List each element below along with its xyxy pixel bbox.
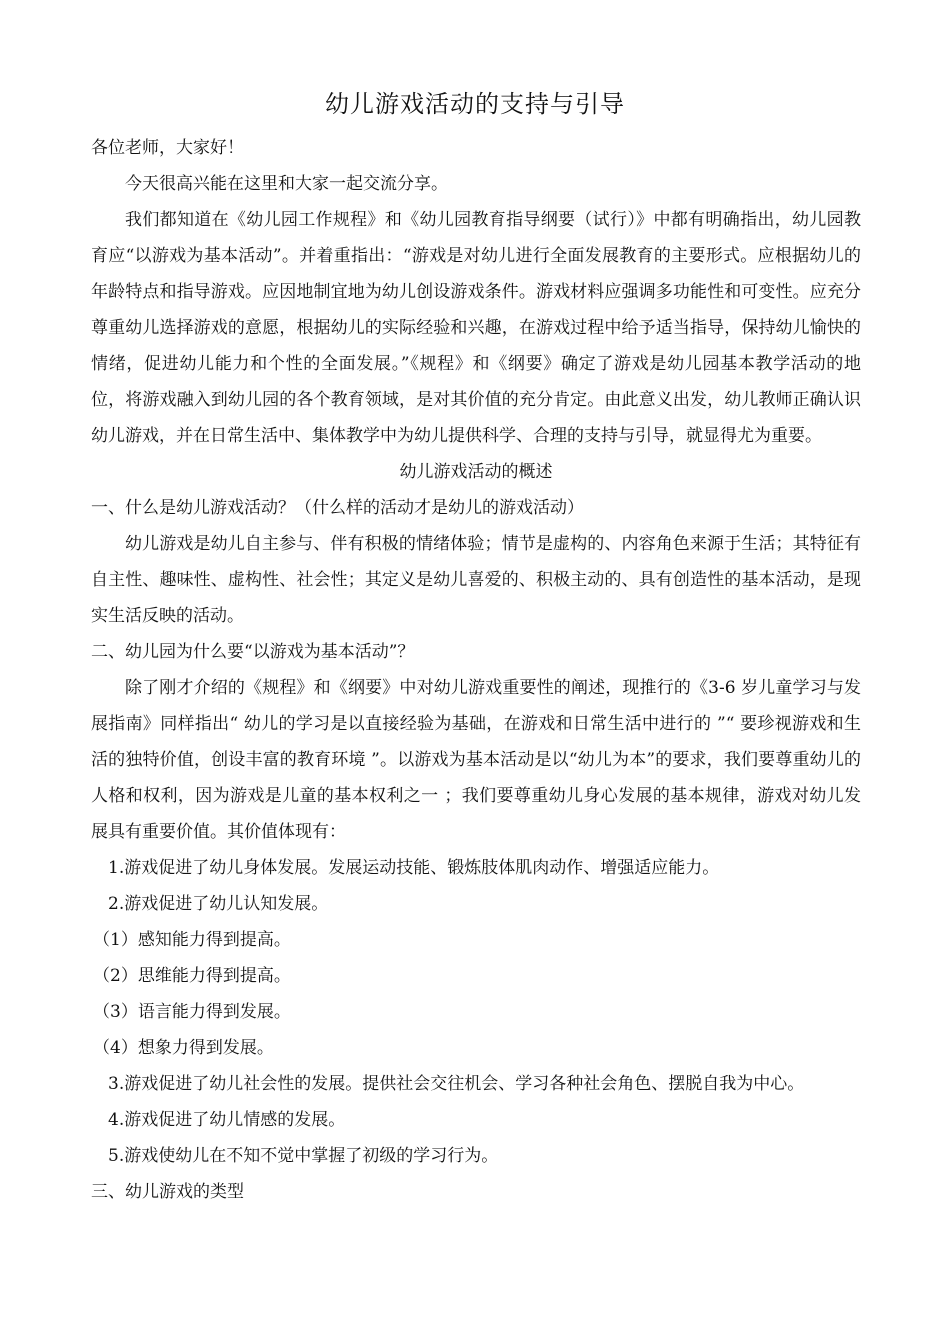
- list-item-emotion: 4.游戏促进了幼儿情感的发展。: [108, 1110, 346, 1130]
- list-item-social: 3.游戏促进了幼儿社会性的发展。提供社会交往机会、学习各种社会角色、摆脱自我为中心。: [108, 1074, 805, 1094]
- paragraph-definition: 幼儿游戏是幼儿自主参与、伴有积极的情绪体验；情节是虚构的、内容角色来源于生活；其特征有自主性、趣味性、虚构性、社会性；其定义是幼儿喜爱的、积极主动的、具有创造性的基本活动，是现实生活反映的活动。: [91, 534, 861, 626]
- list-item-learning: 5.游戏使幼儿在不知不觉中掌握了初级的学习行为。: [108, 1146, 499, 1166]
- sub-item-perception: （1）感知能力得到提高。: [93, 930, 291, 950]
- sub-item-thinking: （2）思维能力得到提高。: [93, 966, 291, 986]
- list-item-physical: 1.游戏促进了幼儿身体发展。发展运动技能、锻炼肢体肌肉动作、增强适应能力。: [108, 858, 720, 878]
- list-item-cognitive: 2.游戏促进了幼儿认知发展。: [108, 894, 329, 914]
- paragraph-guide: 除了刚才介绍的《规程》和《纲要》中对幼儿游戏重要性的阐述，现推行的《3-6 岁儿童学习与发展指南》同样指出“ 幼儿的学习是以直接经验为基础，在游戏和日常生活中进行的 ”“ 要珍视游戏和生活的独特价值，创设丰富的教育环境 ”。以游戏为基本活动是以“幼儿为本”的要求，我们要尊重幼儿的人格和权利，因为游戏是儿童的基本权利之一 ；我们要尊重幼儿身心发展的基本规律，游戏对幼儿发展具有重要价值。其价值体现有：: [91, 678, 861, 842]
- section-title: 幼儿游戏活动的概述: [399, 462, 553, 482]
- document-title: 幼儿游戏活动的支持与引导: [325, 90, 625, 118]
- sub-item-language: （3）语言能力得到发展。: [93, 1002, 291, 1022]
- paragraph-regulations: 我们都知道在《幼儿园工作规程》和《幼儿园教育指导纲要（试行）》中都有明确指出，幼儿园教育应“以游戏为基本活动”。并着重指出：“游戏是对幼儿进行全面发展教育的主要形式。应根据幼儿的年龄特点和指导游戏。应因地制宜地为幼儿创设游戏条件。游戏材料应强调多功能性和可变性。应充分尊重幼儿选择游戏的意愿，根据幼儿的实际经验和兴趣，在游戏过程中给予适当指导，保持幼儿愉快的情绪，促进幼儿能力和个性的全面发展。”《规程》和《纲要》确定了游戏是幼儿园基本教学活动的地位，将游戏融入到幼儿园的各个教育领域，是对其价值的充分肯定。由此意义出发，幼儿教师正确认识幼儿游戏，并在日常生活中、集体教学中为幼儿提供科学、合理的支持与引导，就显得尤为重要。: [91, 210, 861, 446]
- greeting: 各位老师，大家好！: [91, 138, 244, 158]
- paragraph-intro: 今天很高兴能在这里和大家一起交流分享。: [125, 174, 448, 194]
- heading-what-is-game: 一、什么是幼儿游戏活动？（什么样的活动才是幼儿的游戏活动）: [91, 498, 584, 518]
- sub-item-imagination: （4）想象力得到发展。: [93, 1038, 274, 1058]
- heading-why-game: 二、幼儿园为什么要“以游戏为基本活动”？: [91, 642, 415, 662]
- heading-game-types: 三、幼儿游戏的类型: [91, 1182, 244, 1202]
- document-body: [91, 130, 861, 1210]
